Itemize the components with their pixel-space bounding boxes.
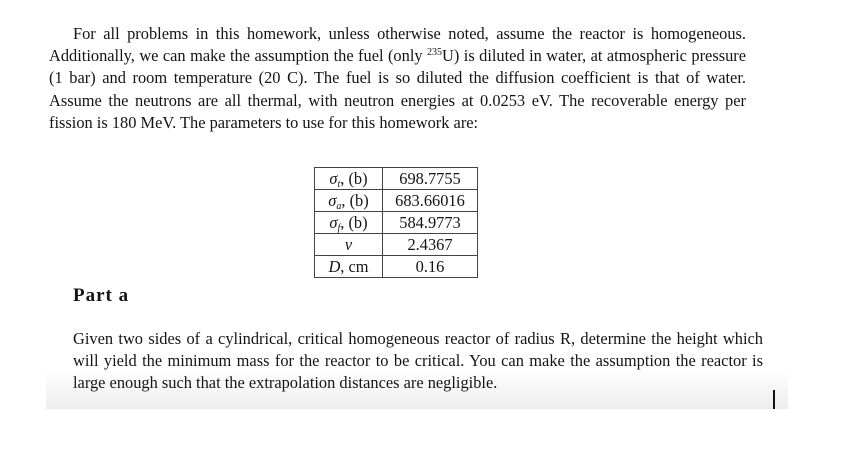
section-heading: Part a — [73, 285, 130, 306]
parameters-table — [314, 167, 478, 278]
parameter-unit: , (b) — [340, 168, 368, 188]
table-row — [315, 190, 478, 212]
parameter-value: 2.4367 — [383, 234, 478, 256]
table-row — [315, 234, 478, 256]
parameter-symbol-cell — [315, 256, 383, 278]
parameter-unit: , (b) — [340, 212, 368, 232]
parameter-unit: , cm — [340, 256, 369, 276]
table-row — [315, 168, 478, 190]
intro-paragraph — [49, 23, 746, 134]
parameter-value: 698.7755 — [383, 168, 478, 190]
parameter-symbol: ν — [344, 234, 353, 254]
isotope-mass-number: 235 — [427, 47, 443, 59]
parameter-value: 584.9773 — [383, 212, 478, 234]
parameter-symbol: D — [328, 256, 341, 276]
intro-text-2: ) is diluted in water, at atmospheric pressure (1 bar) and room temperature (20 C). The fuel is so diluted the diffusion coefficient is that of water. Assume the neutrons are all thermal, with neutron energies at 0.0253 eV. The recoverable energy per fission is 180 MeV. The parameters to use for this homework are: — [49, 46, 746, 132]
parameter-unit: , (b) — [341, 190, 369, 210]
text-cursor — [773, 390, 775, 409]
parameter-value: 0.16 — [383, 256, 478, 278]
problem-statement: Given two sides of a cylindrical, critical homogeneous reactor of radius R, determine the height which will yield the minimum mass for the reactor to be critical. You can make the assumption the reactor is large enough such that the extrapolation distances are negligible. — [73, 329, 763, 393]
table-row — [315, 256, 478, 278]
section-heading-cropped — [73, 285, 143, 306]
parameter-subscript: f — [337, 222, 341, 234]
parameter-symbol-cell — [315, 168, 383, 190]
table-row — [315, 212, 478, 234]
parameter-symbol: σ — [329, 212, 338, 232]
parameter-symbol-cell — [315, 190, 383, 212]
parameter-symbol-cell — [315, 212, 383, 234]
problem-statement-block — [46, 323, 788, 409]
isotope-symbol: U — [442, 46, 454, 66]
intro-text-1: For all problems in this homework, unless otherwise noted, assume the reactor is homogeneous. Additionally, we can make the assumption the fuel (only — [49, 24, 746, 66]
parameter-symbol: σ — [328, 190, 337, 210]
parameter-subscript: t — [337, 178, 341, 190]
parameter-symbol-cell — [315, 234, 383, 256]
parameter-symbol: σ — [329, 168, 338, 188]
parameter-subscript: a — [336, 200, 342, 212]
parameter-value: 683.66016 — [383, 190, 478, 212]
